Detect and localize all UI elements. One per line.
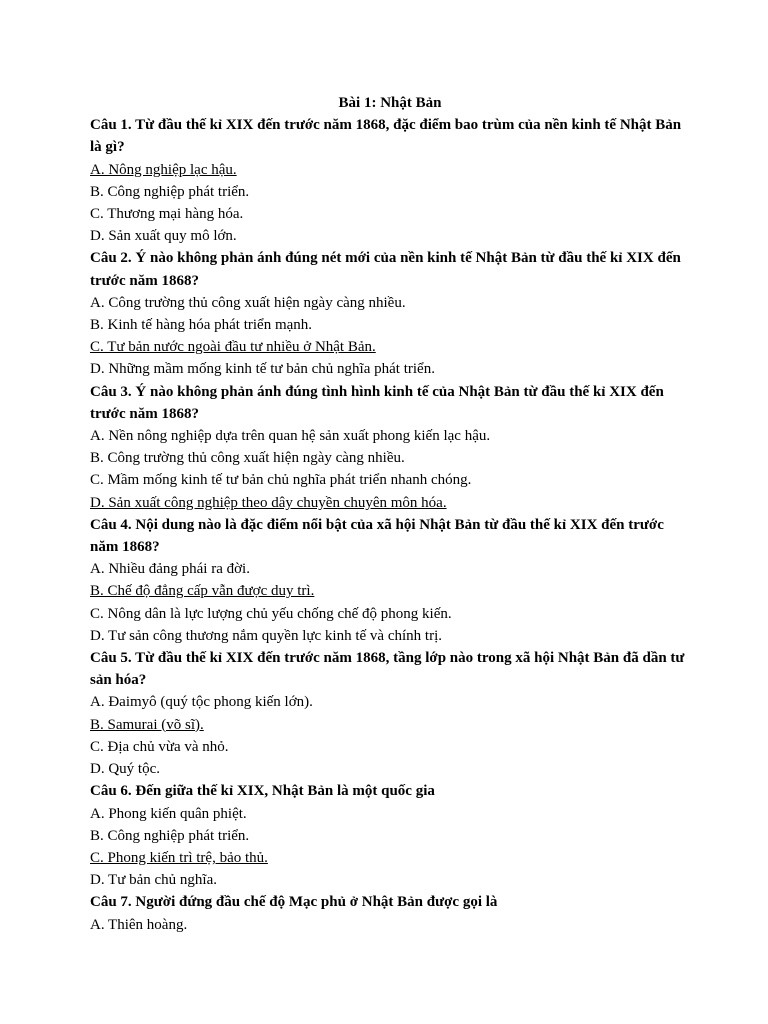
answer-option: C. Thương mại hàng hóa. xyxy=(90,206,244,223)
question-stem: Câu 1. Từ đầu thế kỉ XIX đến trước năm 1868, đặc điểm bao trùm của nền kinh tế Nhật Bản là gì? xyxy=(90,117,682,156)
question-1 xyxy=(90,114,690,247)
question-3 xyxy=(90,381,690,514)
question-6 xyxy=(90,780,690,891)
answer-option: B. Chế độ đẳng cấp vẫn được duy trì. xyxy=(90,583,315,600)
answer-option: A. Nền nông nghiệp dựa trên quan hệ sản xuất phong kiến lạc hậu. xyxy=(90,428,491,445)
answer-option: D. Quý tộc. xyxy=(90,761,160,778)
answer-option: D. Sản xuất quy mô lớn. xyxy=(90,228,237,245)
question-stem: Câu 6. Đến giữa thế kỉ XIX, Nhật Bản là một quốc gia xyxy=(90,783,435,800)
answer-option: A. Nhiều đảng phái ra đời. xyxy=(90,561,250,578)
question-stem: Câu 5. Từ đầu thế kỉ XIX đến trước năm 1868, tầng lớp nào trong xã hội Nhật Bản đã dần tư sản hóa? xyxy=(90,650,685,689)
answer-option: C. Địa chủ vừa và nhỏ. xyxy=(90,738,229,755)
answer-option: A. Đaimyô (quý tộc phong kiến lớn). xyxy=(90,694,313,711)
answer-option: A. Công trường thủ công xuất hiện ngày càng nhiều. xyxy=(90,294,406,311)
question-stem: Câu 7. Người đứng đầu chế độ Mạc phủ ở Nhật Bản được gọi là xyxy=(90,894,498,911)
answer-option: C. Mầm mống kinh tế tư bản chủ nghĩa phát triển nhanh chóng. xyxy=(90,472,472,489)
question-7 xyxy=(90,891,690,935)
question-2 xyxy=(90,247,690,380)
answer-option: D. Những mầm mống kinh tế tư bản chủ nghĩa phát triển. xyxy=(90,361,435,378)
answer-option: C. Nông dân là lực lượng chủ yếu chống chế độ phong kiến. xyxy=(90,605,452,622)
answer-option: D. Tư bản chủ nghĩa. xyxy=(90,872,217,889)
answer-option: B. Samurai (võ sĩ). xyxy=(90,716,204,733)
answer-option: D. Tư sản công thương nắm quyền lực kinh tế và chính trị. xyxy=(90,627,442,644)
document-title: Bài 1: Nhật Bản xyxy=(338,95,442,111)
answer-option: D. Sản xuất công nghiệp theo dây chuyền chuyên môn hóa. xyxy=(90,494,447,511)
question-stem: Câu 3. Ý nào không phản ánh đúng tình hình kinh tế của Nhật Bản từ đầu thế kỉ XIX đến trước năm 1868? xyxy=(90,383,664,422)
answer-option: B. Công trường thủ công xuất hiện ngày càng nhiều. xyxy=(90,450,405,467)
question-4 xyxy=(90,514,690,647)
document-page xyxy=(90,92,690,936)
answer-option: C. Phong kiến trì trệ, bảo thủ. xyxy=(90,849,268,866)
question-stem: Câu 4. Nội dung nào là đặc điểm nổi bật của xã hội Nhật Bản từ đầu thế kỉ XIX đến trước năm 1868? xyxy=(90,516,664,556)
answer-option: B. Công nghiệp phát triển. xyxy=(90,827,250,844)
answer-option: A. Thiên hoàng. xyxy=(90,916,188,933)
answer-option: C. Tư bản nước ngoài đầu tư nhiều ở Nhật Bản. xyxy=(90,339,376,356)
answer-option: A. Phong kiến quân phiệt. xyxy=(90,805,247,822)
question-stem: Câu 2. Ý nào không phản ánh đúng nét mới của nền kinh tế Nhật Bản từ đầu thế kỉ XIX đến trước năm 1868? xyxy=(90,250,681,289)
answer-option: B. Kinh tế hàng hóa phát triển mạnh. xyxy=(90,317,313,334)
answer-option: B. Công nghiệp phát triển. xyxy=(90,183,250,200)
answer-option: A. Nông nghiệp lạc hậu. xyxy=(90,161,237,178)
question-5 xyxy=(90,647,690,780)
